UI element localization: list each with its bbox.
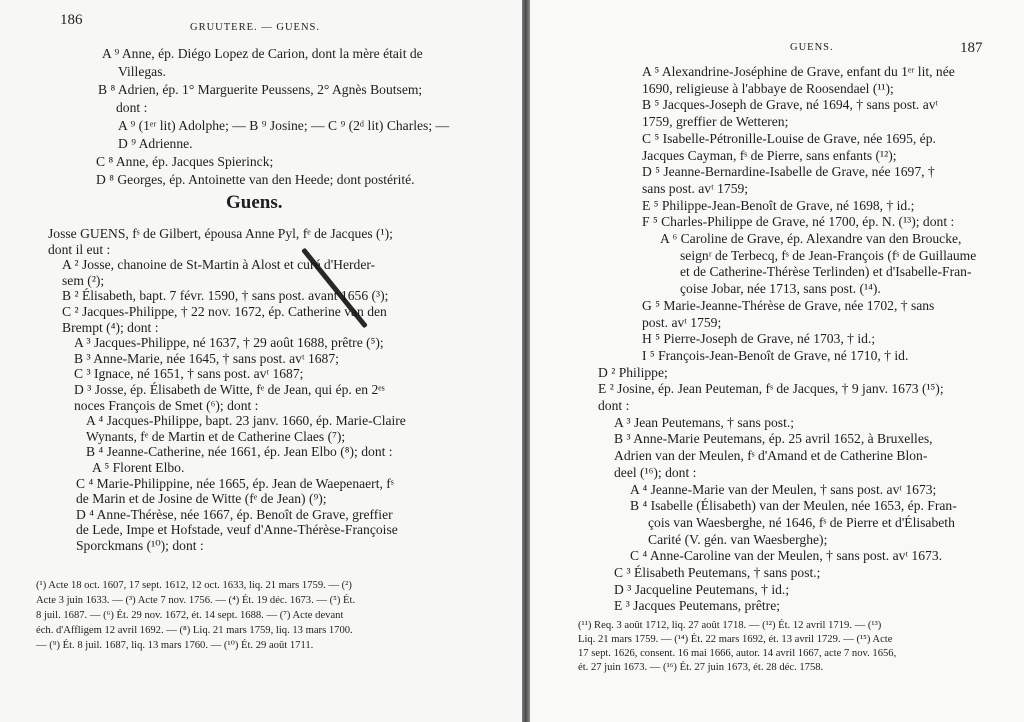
entry-line: C ⁸ Anne, ép. Jacques Spierinck;: [96, 154, 274, 169]
entry-line: A ⁵ Florent Elbo.: [92, 460, 185, 475]
entry-line: B ⁸ Adrien, ép. 1° Marguerite Peussens, 2° Agnès Boutsem;: [98, 82, 423, 97]
entry-line: dont :: [116, 100, 148, 115]
entry-line: B ⁵ Jacques-Joseph de Grave, né 1694, † sans post. avᵗ: [642, 97, 939, 113]
entry-line: Brempt (⁴); dont :: [62, 319, 159, 335]
entry-line: E ⁵ Philippe-Jean-Benoît de Grave, né 1698, † id.;: [642, 197, 915, 213]
footnote-line: 8 juil. 1687. — (⁶) Ét. 29 nov. 1672, ét. 14 sept. 1688. — (⁷) Acte devant: [36, 610, 344, 621]
entry-line: D ³ Jacqueline Peutemans, † id.;: [614, 581, 790, 597]
entry-line: D ⁹ Adrienne.: [118, 136, 193, 151]
entry-line: A ⁴ Jeanne-Marie van der Meulen, † sans post. avᵗ 1673;: [630, 481, 937, 497]
entry-line: I ⁵ François-Jean-Benoît de Grave, né 1710, † id.: [642, 347, 909, 363]
entry-line: dont :: [598, 398, 630, 413]
running-head: GRUUTERE. — GUENS.: [190, 22, 320, 33]
entry-line: G ⁵ Marie-Jeanne-Thérèse de Grave, née 1702, † sans: [642, 297, 935, 313]
entry-line: post. avᵗ 1759;: [642, 314, 722, 330]
entry-line: A ³ Jacques-Philippe, né 1637, † 29 août 1688, prêtre (⁵);: [74, 335, 384, 351]
entry-line: C ³ Ignace, né 1651, † sans post. avᵗ 1687;: [74, 366, 304, 382]
entry-line: A ² Josse, chanoine de St-Martin à Alost et curé d'Herder-: [62, 257, 376, 273]
right-page: [530, 0, 1024, 722]
entry-line: et de Catherine-Thérèse Terlinden) et d'Isabelle-Fran-: [680, 264, 972, 280]
entry-line: A ⁵ Alexandrine-Joséphine de Grave, enfant du 1ᵉʳ lit, née: [642, 64, 955, 79]
entry-line: D ⁴ Anne-Thérèse, née 1667, ép. Benoît de Grave, greffier: [76, 506, 393, 522]
entry-line: A ⁹ Anne, ép. Diégo Lopez de Carion, dont la mère était de: [102, 46, 423, 61]
entry-line: A ³ Jean Peutemans, † sans post.;: [614, 414, 795, 430]
entry-line: deel (¹⁶); dont :: [614, 464, 697, 480]
entry-line: Carité (V. gén. van Waesberghe);: [648, 531, 828, 547]
entry-line: de Marin et de Josine de Witte (fᵉ de Jean) (⁹);: [76, 491, 327, 507]
entry-line: E ² Josine, ép. Jean Peuteman, fˢ de Jacques, † 9 janv. 1673 (¹⁵);: [598, 381, 944, 397]
entry-line: A ⁶ Caroline de Grave, ép. Alexandre van den Broucke,: [660, 231, 962, 246]
footnote-line: (¹¹) Req. 3 août 1712, liq. 27 août 1718. — (¹²) Ét. 12 avril 1719. — (¹³): [578, 620, 882, 631]
entry-line: C ³ Élisabeth Peutemans, † sans post.;: [614, 565, 821, 580]
entry-line: B ³ Anne-Marie, née 1645, † sans post. avᵗ 1687;: [74, 350, 339, 366]
entry-line: Wynants, fᵉ de Martin et de Catherine Claes (⁷);: [86, 428, 346, 444]
entry-line: Jacques Cayman, fˢ de Pierre, sans enfants (¹²);: [642, 147, 897, 163]
entry-line: E ³ Jacques Peutemans, prêtre;: [614, 598, 781, 614]
entry-line: B ² Élisabeth, bapt. 7 févr. 1590, † sans post. avant 1656 (³);: [62, 288, 389, 304]
footnote-line: Acte 3 juin 1633. — (³) Acte 7 nov. 1756. — (⁴) Ét. 19 déc. 1673. — (⁵) Ét.: [36, 595, 356, 606]
entry-line: B ⁴ Jeanne-Catherine, née 1661, ép. Jean Elbo (⁸); dont :: [86, 444, 393, 460]
entry-line: de Lede, Impe et Hofstade, veuf d'Anne-Thérèse-Françoise: [76, 522, 398, 538]
entry-line: seignʳ de Terbecq, fˢ de Jean-François (fˢ de Guillaume: [680, 247, 977, 263]
entry-line: Sporckmans (¹⁰); dont :: [76, 538, 204, 553]
running-head: GUENS.: [790, 42, 834, 53]
entry-line: sem (²);: [62, 272, 105, 288]
page-number: 187: [960, 40, 983, 56]
entry-line: D ³ Josse, ép. Élisabeth de Witte, fᵉ de Jean, qui ép. en 2ᵉˢ: [74, 382, 385, 397]
entry-line: noces François de Smet (⁶); dont :: [74, 397, 259, 413]
entry-line: 1690, religieuse à l'abbaye de Roosendael (¹¹);: [642, 80, 894, 96]
entry-line: C ⁵ Isabelle-Pétronille-Louise de Grave, née 1695, ép.: [642, 130, 936, 146]
entry-line: F ⁵ Charles-Philippe de Grave, né 1700, ép. N. (¹³); dont :: [642, 214, 955, 230]
footnote-line: éch. d'Affligem 12 avril 1692. — (⁸) Liq. 21 mars 1759, liq. 13 mars 1700.: [36, 625, 353, 636]
footnote-line: ét. 27 juin 1673. — (¹⁶) Ét. 27 juin 1673, ét. 28 déc. 1758.: [578, 662, 824, 673]
entry-line: dont il eut :: [48, 241, 111, 257]
entry-line: çoise Jobar, née 1713, sans post. (¹⁴).: [680, 281, 881, 297]
entry-line: A ⁴ Jacques-Philippe, bapt. 23 janv. 1660, ép. Marie-Claire: [86, 413, 406, 429]
entry-line: sans post. avᵗ 1759;: [642, 180, 749, 196]
entry-line: çois van Waesberghe, né 1646, fˢ de Pierre et d'Élisabeth: [648, 514, 955, 530]
book-spine: [522, 0, 530, 722]
entry-line: Adrien van der Meulen, fˢ d'Amand et de Catherine Blon-: [614, 448, 928, 464]
footnote-line: — (⁹) Ét. 8 juil. 1687, liq. 13 mars 1760. — (¹⁰) Ét. 29 août 1711.: [36, 640, 314, 651]
entry-line: D ² Philippe;: [598, 364, 668, 380]
entry-line: B ⁴ Isabelle (Élisabeth) van der Meulen, née 1653, ép. Fran-: [630, 498, 957, 514]
entry-line: C ⁴ Marie-Philippine, née 1665, ép. Jean de Waepenaert, fˢ: [76, 475, 394, 491]
entry-line: D ⁵ Jeanne-Bernardine-Isabelle de Grave, née 1697, †: [642, 164, 935, 180]
footnote-line: (¹) Acte 18 oct. 1607, 17 sept. 1612, 12 oct. 1633, liq. 21 mars 1759. — (²): [36, 580, 352, 591]
entry-line: Villegas.: [118, 64, 166, 79]
entry-line: C ⁴ Anne-Caroline van der Meulen, † sans post. avᵗ 1673.: [630, 548, 943, 564]
entry-line: B ³ Anne-Marie Peutemans, ép. 25 avril 1652, à Bruxelles,: [614, 431, 933, 447]
entry-line: D ⁸ Georges, ép. Antoinette van den Heede; dont postérité.: [96, 172, 415, 187]
entry-line: C ² Jacques-Philippe, † 22 nov. 1672, ép. Catherine van den: [62, 304, 387, 319]
footnote-line: 17 sept. 1626, consent. 16 mai 1666, autor. 14 avril 1667, acte 7 nov. 1656,: [578, 648, 897, 659]
entry-line: 1759, greffier de Wetteren;: [642, 114, 789, 130]
page-number: 186: [60, 12, 83, 28]
footnote-line: Liq. 21 mars 1759. — (¹⁴) Ét. 22 mars 1692, ét. 13 avril 1729. — (¹⁵) Acte: [578, 634, 893, 645]
entry-line: Josse GUENS, fˢ de Gilbert, épousa Anne Pyl, fᵉ de Jacques (¹);: [48, 226, 393, 241]
section-title: Guens.: [226, 192, 283, 213]
entry-line: A ⁹ (1ᵉʳ lit) Adolphe; — B ⁹ Josine; — C ⁹ (2ᵈ lit) Charles; —: [118, 118, 450, 133]
entry-line: H ⁵ Pierre-Joseph de Grave, né 1703, † id.;: [642, 331, 876, 347]
